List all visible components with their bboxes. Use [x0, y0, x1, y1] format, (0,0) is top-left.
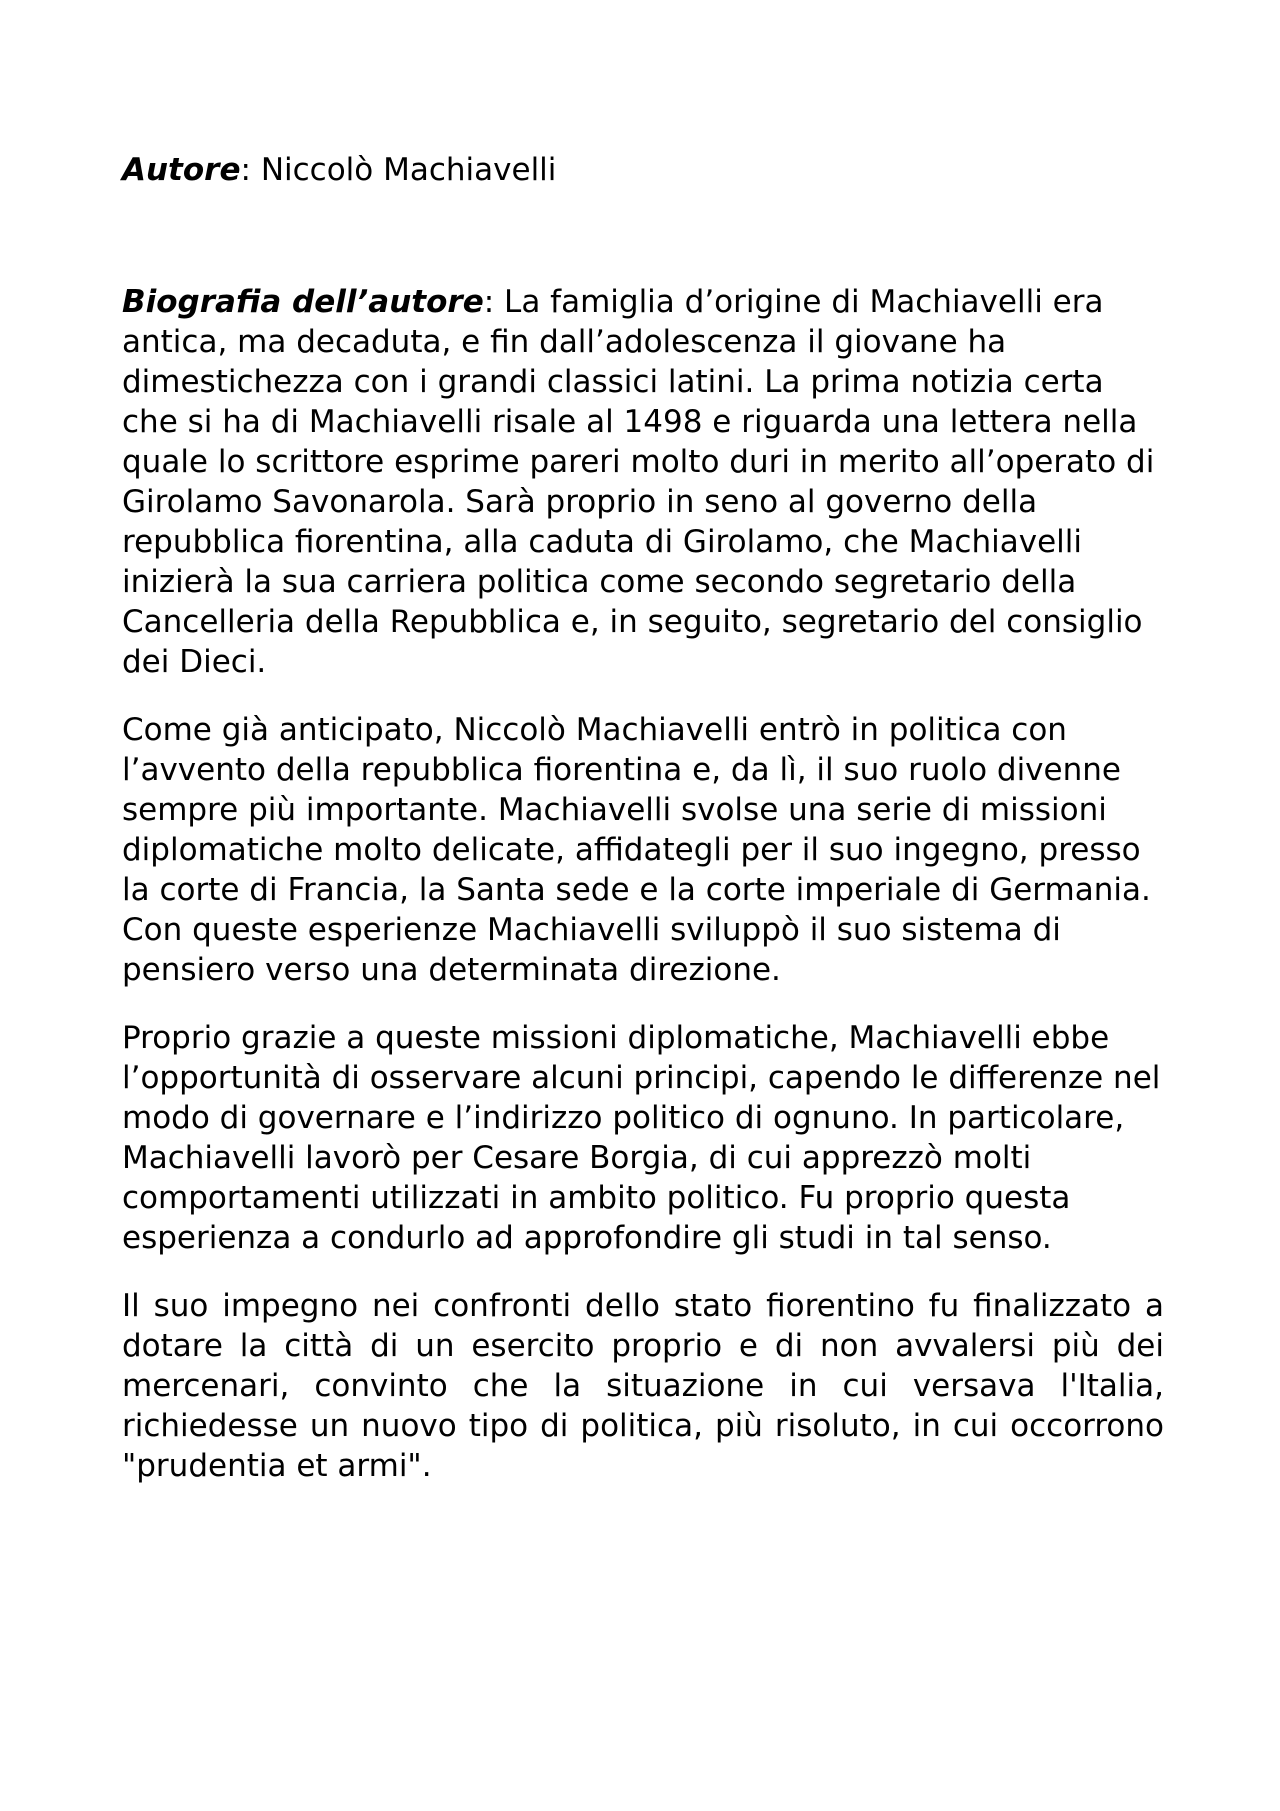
- biography-label: Biografia dell’autore: [122, 284, 484, 320]
- biography-paragraph-missions: Proprio grazie a queste missioni diplomatiche, Machiavelli ebbe l’opportunità di osservare alcuni principi, capendo le differenze nel modo di governare e l’indirizzo politico di ognuno. In particolare, Machiavelli lavorò per Cesare Borgia, di cui apprezzò molti comportamenti utilizzati in ambito politico. Fu proprio questa esperienza a condurlo ad approfondire gli studi in tal senso.: [122, 1020, 1161, 1256]
- author-separator: :: [240, 152, 251, 188]
- author-name: Niccolò Machiavelli: [260, 152, 557, 188]
- author-label: Autore: [122, 152, 241, 188]
- biography-paragraph-army: Il suo impegno nei confronti dello stato fiorentino fu finalizzato a dotare la città di un esercito proprio e di non avvalersi più dei mercenari, convinto che la situazione in cui versava l'Italia, richiedesse un nuovo tipo di politica, più risoluto, in cui occorrono "prudentia et armi".: [122, 1288, 1164, 1484]
- document-page: [122, 150, 1164, 1514]
- author-line: [122, 150, 1164, 190]
- biography-intro-text: La famiglia d’origine di Machiavelli era antica, ma decaduta, e fin dall’adolescenza il giovane ha dimestichezza con i grandi classici latini. La prima notizia certa che si ha di Machiavelli risale al 1498 e riguarda una lettera nella quale lo scrittore esprime pareri molto duri in merito all’operato di Girolamo Savonarola. Sarà proprio in seno al governo della repubblica fiorentina, alla caduta di Girolamo, che Machiavelli inizierà la sua carriera politica come secondo segretario della Cancelleria della Repubblica e, in seguito, segretario del consiglio dei Dieci.: [122, 284, 1155, 680]
- biography-paragraph-politics: Come già anticipato, Niccolò Machiavelli entrò in politica con l’avvento della repubblica fiorentina e, da lì, il suo ruolo divenne sempre più importante. Machiavelli svolse una serie di missioni diplomatiche molto delicate, affidategli per il suo ingegno, presso la corte di Francia, la Santa sede e la corte imperiale di Germania. Con queste esperienze Machiavelli sviluppò il suo sistema di pensiero verso una determinata direzione.: [122, 712, 1151, 988]
- biography-intro-paragraph: [122, 282, 1164, 682]
- biography-separator: :: [483, 284, 495, 320]
